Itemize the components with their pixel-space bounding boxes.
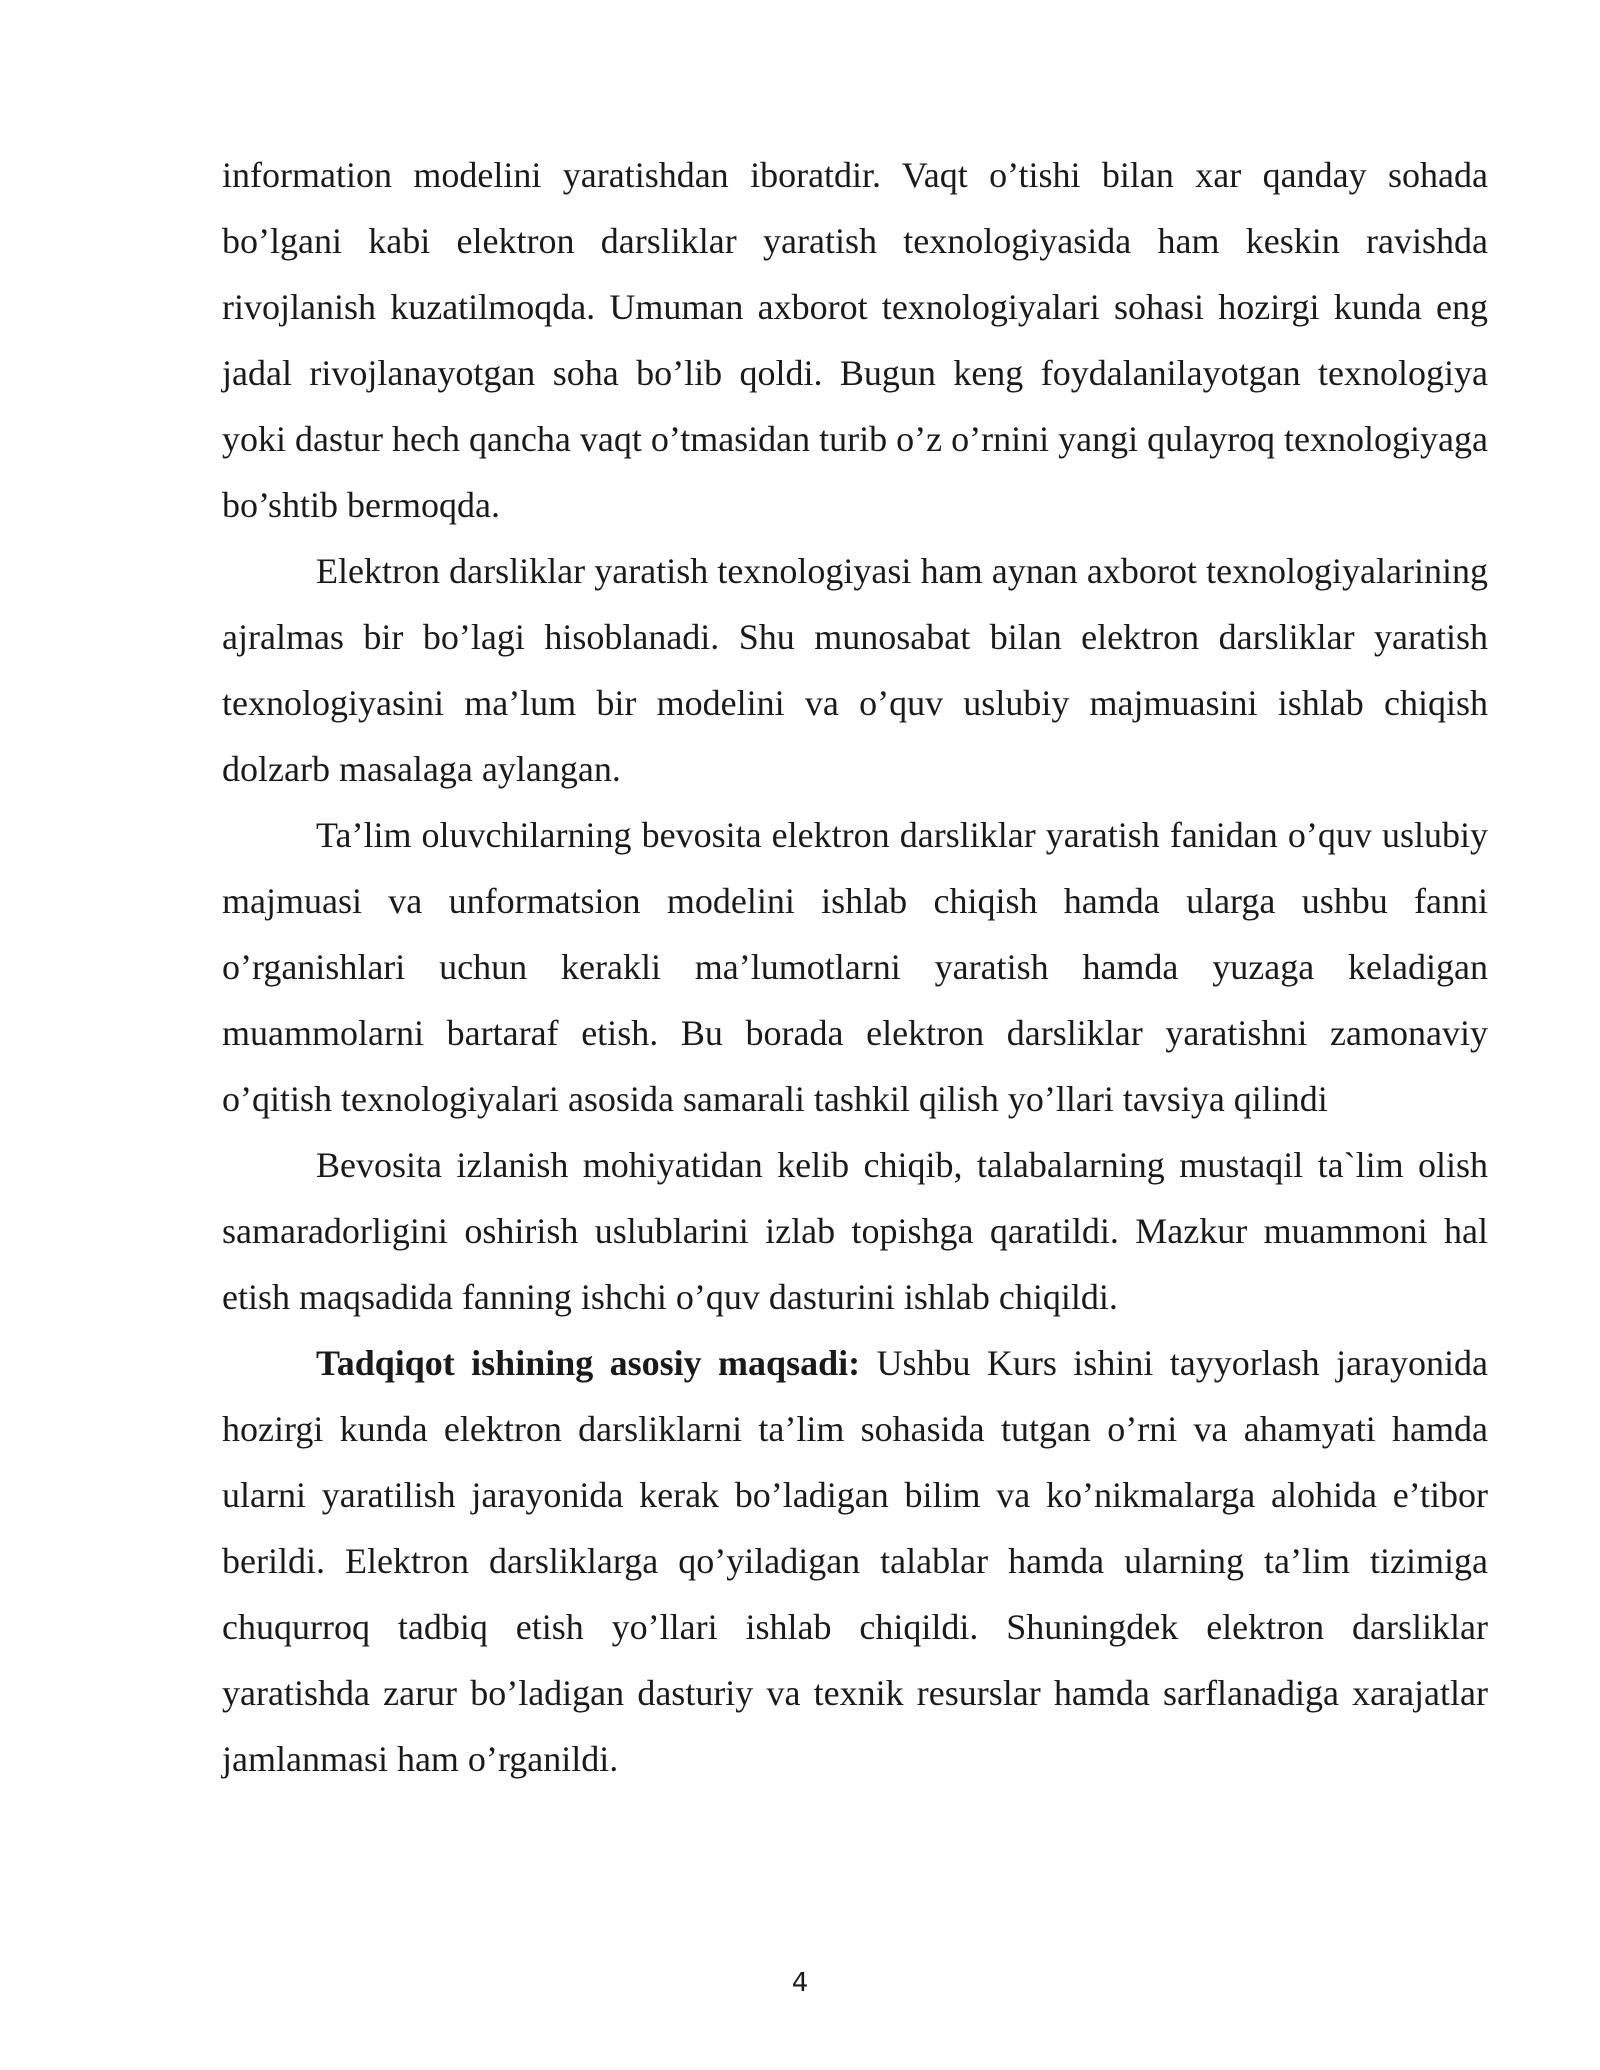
page-number: 4 xyxy=(791,1968,809,1998)
paragraph-1: information modelini yaratishdan iboratdir. Vaqt o’tishi bilan xar qanday sohada bo’lgani kabi elektron darsliklar yaratish texnologiyasida ham keskin ravishda rivojlanish kuzatilmoqda. Umuman axborot texnologiyalari sohasi hozirgi kunda eng jadal rivojlanayotgan soha bo’lib qoldi. Bugun keng foydalanilayotgan texnologiya yoki dastur hech qancha vaqt o’tmasidan turib o’z o’rnini yangi qulayroq texnologiyaga bo’shtib bermoqda. xyxy=(222,155,1488,525)
research-goal-heading: Tadqiqot ishining asosiy maqsadi: xyxy=(316,1343,861,1383)
research-goal-text: Ushbu Kurs ishini tayyorlash jarayonida hozirgi kunda elektron darsliklarni ta’lim sohasida tutgan o’rni va ahamyati hamda ularni yaratilish jarayonida kerak bo’ladigan bilim va ko’nikmalarga alohida e’tibor berildi. Elektron darsliklarga qo’yiladigan talablar hamda ularning ta’lim tizimiga chuqurroq tadbiq etish yo’llari ishlab chiqildi. Shuningdek elektron darsliklar yaratishda zarur bo’ladigan dasturiy va texnik resurslar hamda sarflanadiga xarajatlar jamlanmasi ham o’rganildi. xyxy=(222,1343,1488,1779)
paragraph-4: Bevosita izlanish mohiyatidan kelib chiqib, talabalarning mustaqil ta`lim olish samaradorligini oshirish uslublarini izlab topishga qaratildi. Mazkur muammoni hal etish maqsadida fanning ishchi o’quv dasturini ishlab chiqildi. xyxy=(222,1145,1488,1317)
paragraph-5 xyxy=(222,1330,1488,1792)
document-body xyxy=(222,142,1488,1792)
paragraph-2: Elektron darsliklar yaratish texnologiyasi ham aynan axborot texnologiyalarining ajralmas bir bo’lagi hisoblanadi. Shu munosabat bilan elektron darsliklar yaratish texnologiyasini ma’lum bir modelini va o’quv uslubiy majmuasini ishlab chiqish dolzarb masalaga aylangan. xyxy=(222,551,1488,789)
paragraph-3: Ta’lim oluvchilarning bevosita elektron darsliklar yaratish fanidan o’quv uslubiy majmuasi va unformatsion modelini ishlab chiqish hamda ularga ushbu fanni o’rganishlari uchun kerakli ma’lumotlarni yaratish hamda yuzaga keladigan muammolarni bartaraf etish. Bu borada elektron darsliklar yaratishni zamonaviy o’qitish texnologiyalari asosida samarali tashkil qilish yo’llari tavsiya qilindi xyxy=(222,815,1488,1119)
